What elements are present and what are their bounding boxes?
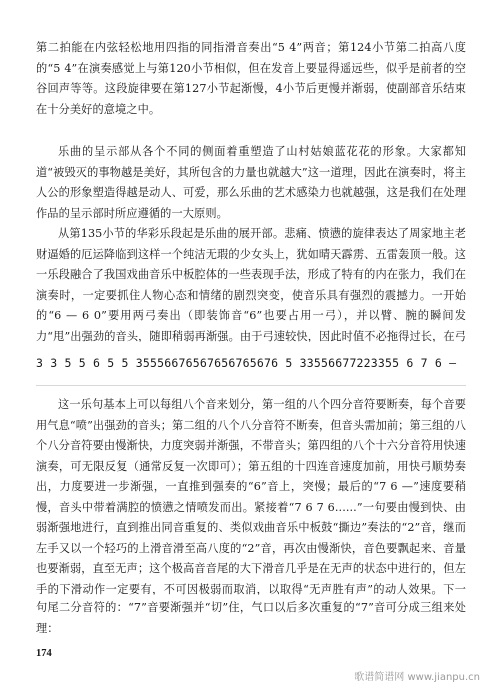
paragraph-5: 句尾二分音符的：“7”音要渐强并“切”住，气口以后多次重复的“7”音可分成三组来处理： [36, 601, 466, 635]
watermark-text: 歌谱简谱网 www.jianpu.cn [354, 672, 480, 683]
paragraph-2: 乐曲的呈示部从各个不同的侧面着重塑造了山村姑娘蓝花花的形象。大家都知道“被毁灭的事物越是美好，其所包含的力量也就越大”这一道理，因此在演奏时，将主人公的形象塑造得越是动人、可爱，那么乐曲的艺术感染力也就越强，这是我们在处理作品的呈示部时所应遵循的一大原则。 [36, 145, 466, 220]
paragraph-4: 这一乐句基本上可以每组八个音来划分，第一组的八个四分音符要断奏，每个音要用气息“喷”出强劲的音头；第二组的八个八分音符不断奏，但音头需加前；第三组的八个八分音符要由慢渐快，力度突弱并渐强，不带音头；第四组的八个十六分音符用快速演奏，可无限反复（通常反复一次即可）；第五组的十四连音速度加前，用快弓顺势奏出，力度要进一步渐强，一直推到强奏的“6”音上，突慢；最后的“7 6 —”速度要稍慢，音头中带着满腔的愤懑之情喷发而出。紧接着“7 6 7 6......”一句要由慢到快、由弱渐强地进行，直到推出同音重复的、类似戏曲音乐中板鼓“撕边”奏法的“2”音，继而左手又以一个轻巧的上滑音滑至高八度的“2”音，再次由慢渐快，音色要飘起来、音量也要渐弱，直至无声；这个极高音音尾的大下滑音几乎是在无声的状态中进行的，但左手的下滑动作一定要有，不可因极弱而取消，以取得“无声胜有声”的动人效果。下一 [36, 398, 466, 595]
page-number: 174 [36, 648, 52, 659]
paragraph-1: 第二拍能在内弦轻松地用四指的同指滑音奏出“5 4”两音；第124小节第二拍高八度的“5 4”在演奏感觉上与第120小节相似，但在发音上要显得遥远些，似乎是前者的空谷回声等等。这段旋律要在第127小节起渐慢，4小节后更慢并渐弱，使副部音乐结束在十分美好的意境之中。 [36, 41, 466, 116]
divider [36, 385, 466, 386]
paragraph-3: 从第135小节的华彩乐段起是乐曲的展开部。悲痛、愤懑的旋律表达了周家地主老财逼婚的厄运降临到这样一个纯洁无瑕的少女头上，犹如晴天霹雳、五雷轰顶一般。这一乐段融合了我国戏曲音乐中板腔体的一些表现手法，形成了特有的内在张力，我们在演奏时，一定要抓住人物心态和情绪的剧烈突变，使音乐具有强烈的震撼力。一开始的“6 — 6 0”要用两弓奏出（即装饰音“6”也要占用一弓），并以臂、腕的瞬间发力“甩”出强劲的音头，随即稍弱再渐强。由于弓速较快，因此时值不必拖得过长，在弓 [36, 227, 466, 342]
notation-line: 3 3 5 5 6 5 5 35556676567656765676 5 33556677223355 6 7 6 — [36, 356, 457, 370]
